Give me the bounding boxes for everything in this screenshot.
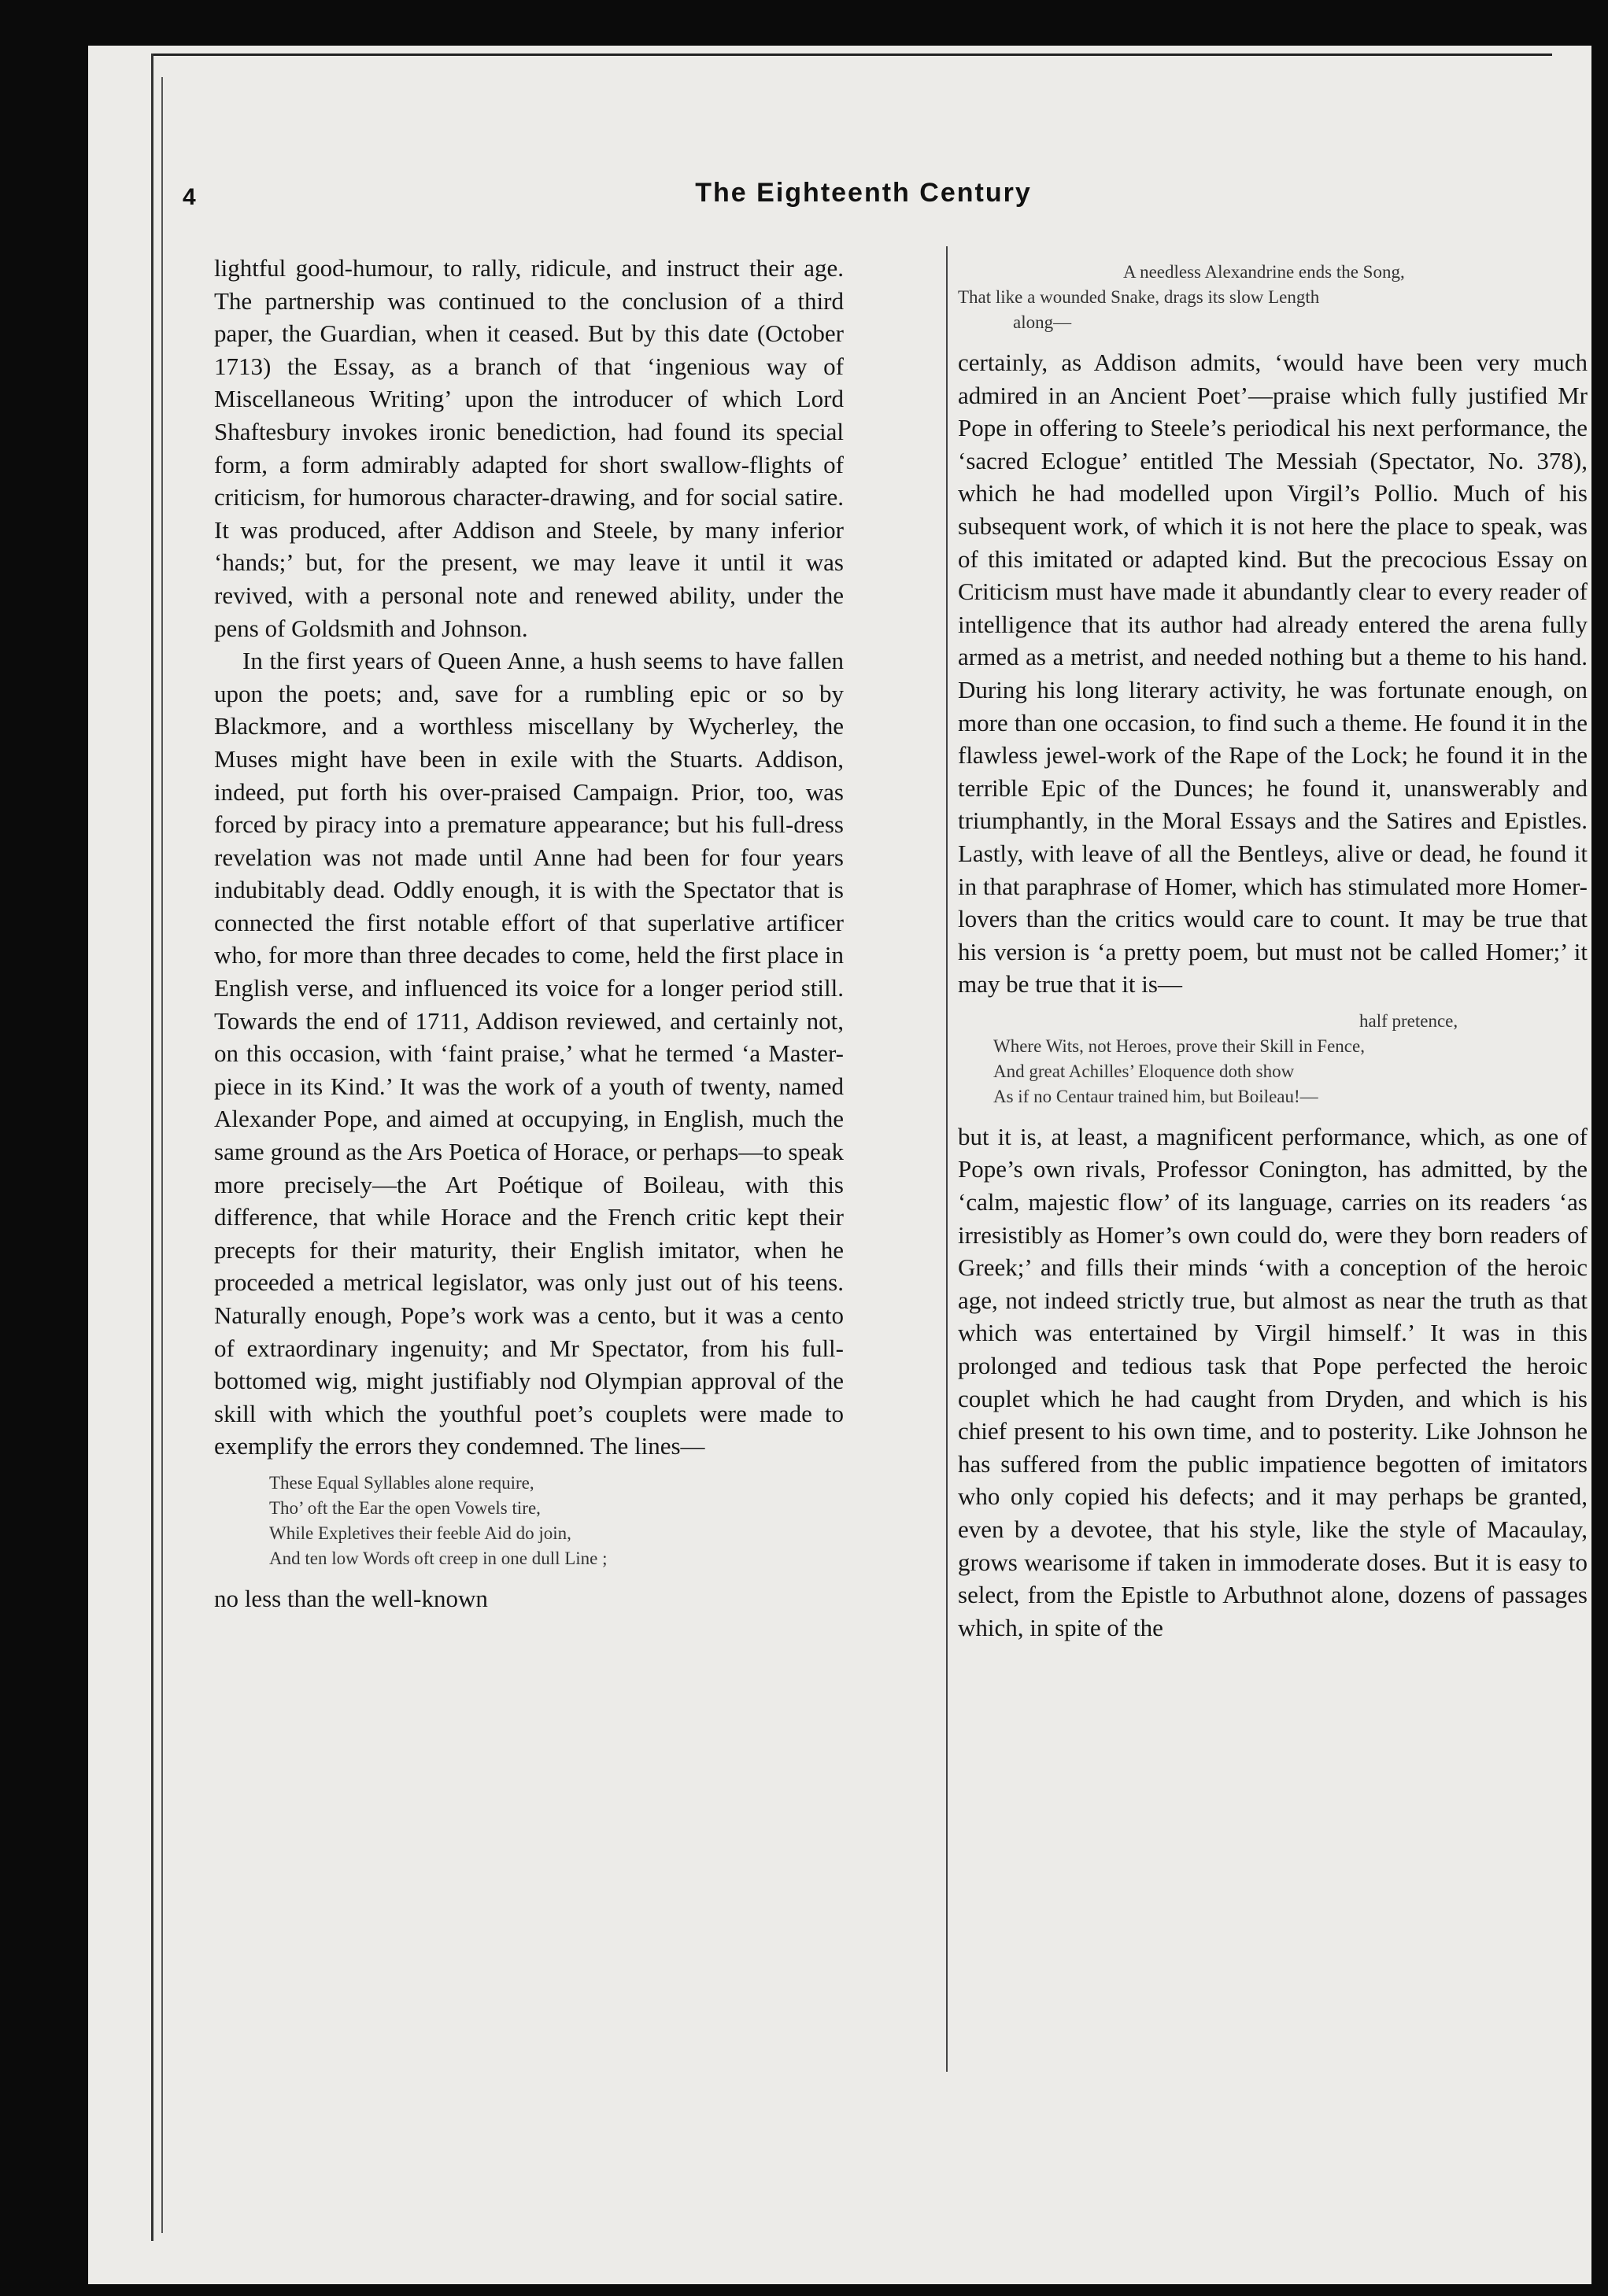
- verse-line: And ten low Words oft creep in one dull Line ;: [269, 1548, 608, 1568]
- page-frame-left: [151, 54, 153, 2241]
- right-column: [958, 252, 1588, 1644]
- verse-line: As if no Centaur trained him, but Boileau!—: [993, 1086, 1318, 1106]
- verse-line: And great Achilles’ Eloquence doth show: [993, 1061, 1295, 1081]
- left-verse-quote: [214, 1471, 844, 1571]
- running-head: [183, 178, 1544, 225]
- running-title: The Eighteenth Century: [695, 178, 1032, 208]
- page-frame-top: [151, 54, 1552, 56]
- book-page: [88, 46, 1591, 2284]
- verse-line: half pretence,: [1359, 1010, 1458, 1031]
- verse-line: These Equal Syllables alone require,: [269, 1472, 534, 1493]
- verse-line: Where Wits, not Heroes, prove their Skill in Fence,: [993, 1035, 1365, 1056]
- left-paragraph-1: lightful good-humour, to rally, ridicule, and instruct their age. The partnership was continued to the conclusion of a third paper, the Guardian, when it ceased. But by this date (October 1713) the Essay, as a branch of that ‘ingenious way of Miscellaneous Writing’ upon the introducer of which Lord Shaftesbury invokes ironic benediction, had found its special form, a form admirably adapted for short swallow-flights of criticism, for humorous character-drawing, and for social satire. It was produced, after Addison and Steele, by many inferior ‘hands;’ but, for the present, we may leave it until it was revived, with a personal note and renewed ability, under the pens of Goldsmith and Johnson.: [214, 254, 844, 642]
- left-continuation: no less than the well-known: [214, 1584, 488, 1612]
- page-frame-inner-left: [161, 77, 163, 2233]
- right-verse-top: [958, 260, 1588, 335]
- left-paragraph-2: In the first years of Queen Anne, a hush seems to have fallen upon the poets; and, save for a rumbling epic or so by Blackmore, and a worthless miscellany by Wycherley, the Muses might have been in exile with the Stuarts. Addison, indeed, put forth his over-praised Campaign. Prior, too, was forced by piracy into a premature appearance; but his full-dress revelation was not made until Anne had been for four years indubitably dead. Oddly enough, it is with the Spectator that is connected the first notable effort of that superlative artificer who, for more than three decades to come, held the first place in English verse, and influenced its voice for a longer period still. Towards the end of 1711, Addison reviewed, and certainly not, on this occasion, with ‘faint praise,’ what he termed ‘a Master-piece in its Kind.’ It was the work of a youth of twenty, named Alexander Pope, and aimed at occupying, in English, much the same ground as the Ars Poetica of Horace, or perhaps—to speak more precisely—the Art Poétique of Boileau, with this difference, that while Horace and the French critic kept their precepts for their maturity, their English imitator, when he proceeded a metrical legislator, was only just out of his teens. Naturally enough, Pope’s work was a cento, but it was a cento of extraordinary ingenuity; and Mr Spectator, from his full-bottomed wig, might justifiably nod Olympian approval of the skill with which the youthful poet’s couplets were made to exemplify the errors they condemned. The lines—: [214, 647, 844, 1460]
- page-number: 4: [183, 184, 196, 210]
- right-paragraph-2: but it is, at least, a magnificent performance, which, as one of Pope’s own rivals, Professor Conington, has admitted, by the ‘calm, majestic flow’ of its language, carries on its readers ‘as irresistibly as Homer’s own could do, were they born readers of Greek;’ and fills their minds ‘with a conception of the heroic age, not indeed strictly true, but almost as near the truth as that which was entertained by Virgil himself.’ It was in this prolonged and tedious task that Pope perfected the heroic couplet which he had caught from Dryden, and which is his chief present to his own time, and to posterity. Like Johnson he has suffered from the public impatience begotten of imitators who only copied his defects; and it may perhaps be granted, even by a devotee, that his style, like the style of Macaulay, grows wearisome if taken in immoderate doses. But it is easy to select, from the Epistle to Arbuthnot alone, dozens of passages which, in spite of the: [958, 1122, 1588, 1641]
- verse-line: While Expletives their feeble Aid do join,: [269, 1523, 571, 1543]
- column-rule: [946, 246, 948, 2072]
- verse-line: Tho’ oft the Ear the open Vowels tire,: [269, 1497, 541, 1518]
- verse-line: along—: [1013, 312, 1072, 332]
- verse-line: A needless Alexandrine ends the Song,: [1123, 262, 1405, 282]
- right-verse-mid: [958, 1009, 1588, 1109]
- verse-line: That like a wounded Snake, drags its slow Length: [958, 287, 1320, 307]
- right-paragraph-1: certainly, as Addison admits, ‘would have been very much admired in an Ancient Poet’—praise which fully justified Mr Pope in offering to Steele’s periodical his next performance, the ‘sacred Eclogue’ entitled The Messiah (Spectator, No. 378), which he had modelled upon Virgil’s Pollio. Much of his subsequent work, of which it is not here the place to speak, was of this imitated or adapted kind. But the precocious Essay on Criticism must have made it abundantly clear to every reader of intelligence that its author had already entered the arena fully armed as a metrist, and needed nothing but a theme to his hand. During his long literary activity, he was fortunate enough, on more than one occasion, to find such a theme. He found it in the flawless jewel-work of the Rape of the Lock; he found it in the terrible Epic of the Dunces; he found it, unanswerably and triumphantly, in the Moral Essays and the Satires and Epistles. Lastly, with leave of all the Bentleys, alive or dead, he found it in that paraphrase of Homer, which has stimulated more Homer-lovers than the critics would care to count. It may be true that his version is ‘a pretty poem, but must not be called Homer;’ it may be true that it is—: [958, 349, 1588, 999]
- left-column: [214, 252, 844, 1615]
